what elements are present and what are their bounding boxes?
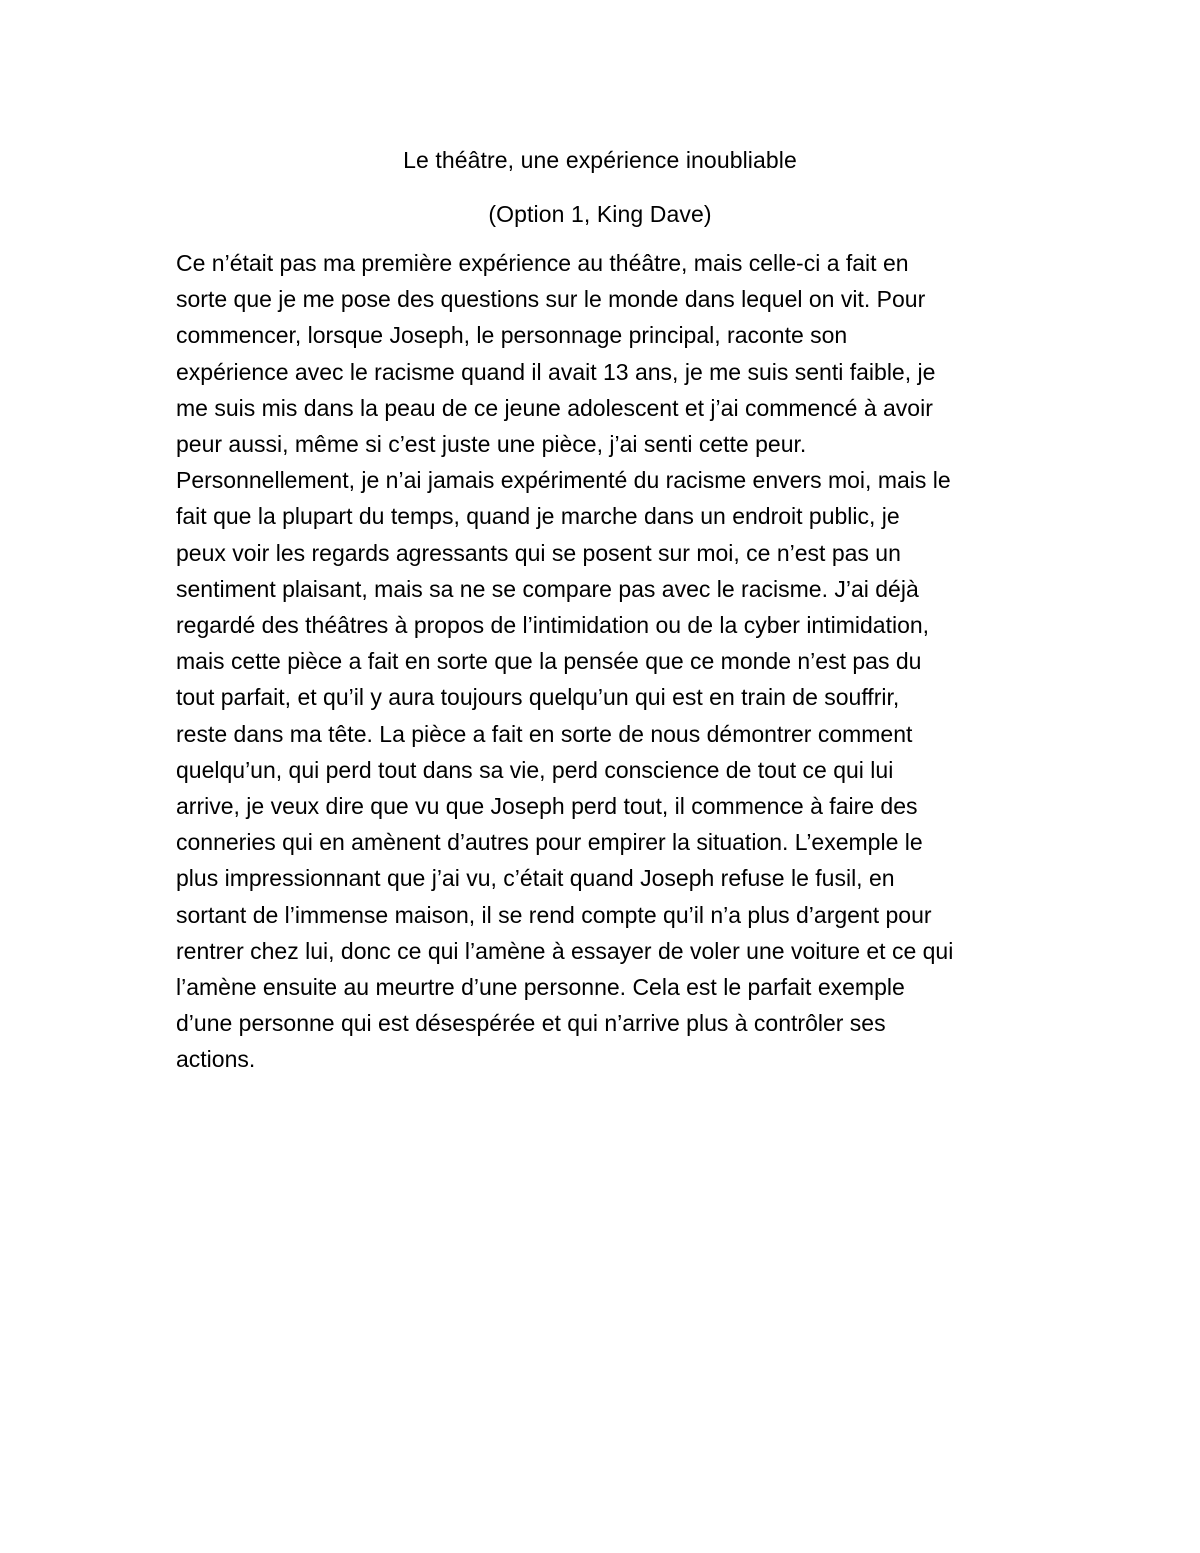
body-line: reste dans ma tête. La pièce a fait en sorte de nous démontrer comment [176, 720, 913, 747]
body-line: expérience avec le racisme quand il avait 13 ans, je me suis senti faible, je [176, 358, 936, 385]
body-line: commencer, lorsque Joseph, le personnage principal, raconte son [176, 322, 848, 349]
body-line: regardé des théâtres à propos de l’intimidation ou de la cyber intimidation, [176, 612, 930, 639]
body-line: Personnellement, je n’ai jamais expérimenté du racisme envers moi, mais le [176, 467, 951, 494]
body-line: me suis mis dans la peau de ce jeune adolescent et j’ai commencé à avoir [176, 394, 933, 421]
body-line: arrive, je veux dire que vu que Joseph perd tout, il commence à faire des [176, 793, 918, 820]
body-line: peux voir les regards agressants qui se posent sur moi, ce n’est pas un [176, 539, 901, 566]
body-line: sortant de l’immense maison, il se rend compte qu’il n’a plus d’argent pour [176, 901, 932, 928]
body-line: conneries qui en amènent d’autres pour empirer la situation. L’exemple le [176, 829, 923, 856]
body-line: plus impressionnant que j’ai vu, c’était quand Joseph refuse le fusil, en [176, 865, 895, 892]
body-line: peur aussi, même si c’est juste une pièce, j’ai senti cette peur. [176, 431, 807, 458]
body-line: actions. [176, 1046, 256, 1073]
body-line: sorte que je me pose des questions sur le monde dans lequel on vit. Pour [176, 286, 926, 313]
document-subtitle: (Option 1, King Dave) [488, 201, 712, 227]
body-line: d’une personne qui est désespérée et qui n’arrive plus à contrôler ses [176, 1010, 886, 1037]
body-line: sentiment plaisant, mais sa ne se compare pas avec le racisme. J’ai déjà [176, 575, 919, 602]
body-line: tout parfait, et qu’il y aura toujours quelqu’un qui est en train de souffrir, [176, 684, 900, 711]
body-line: Ce n’était pas ma première expérience au théâtre, mais celle-ci a fait en [176, 250, 909, 276]
body-line: rentrer chez lui, donc ce qui l’amène à essayer de voler une voiture et ce qui [176, 937, 954, 964]
body-line: fait que la plupart du temps, quand je marche dans un endroit public, je [176, 503, 900, 530]
body-line: quelqu’un, qui perd tout dans sa vie, perd conscience de tout ce qui lui [176, 756, 894, 783]
document-title: Le théâtre, une expérience inoubliable [403, 147, 797, 173]
document-body [176, 245, 1036, 1078]
body-line: mais cette pièce a fait en sorte que la pensée que ce monde n’est pas du [176, 648, 922, 675]
body-line: l’amène ensuite au meurtre d’une personne. Cela est le parfait exemple [176, 974, 905, 1001]
